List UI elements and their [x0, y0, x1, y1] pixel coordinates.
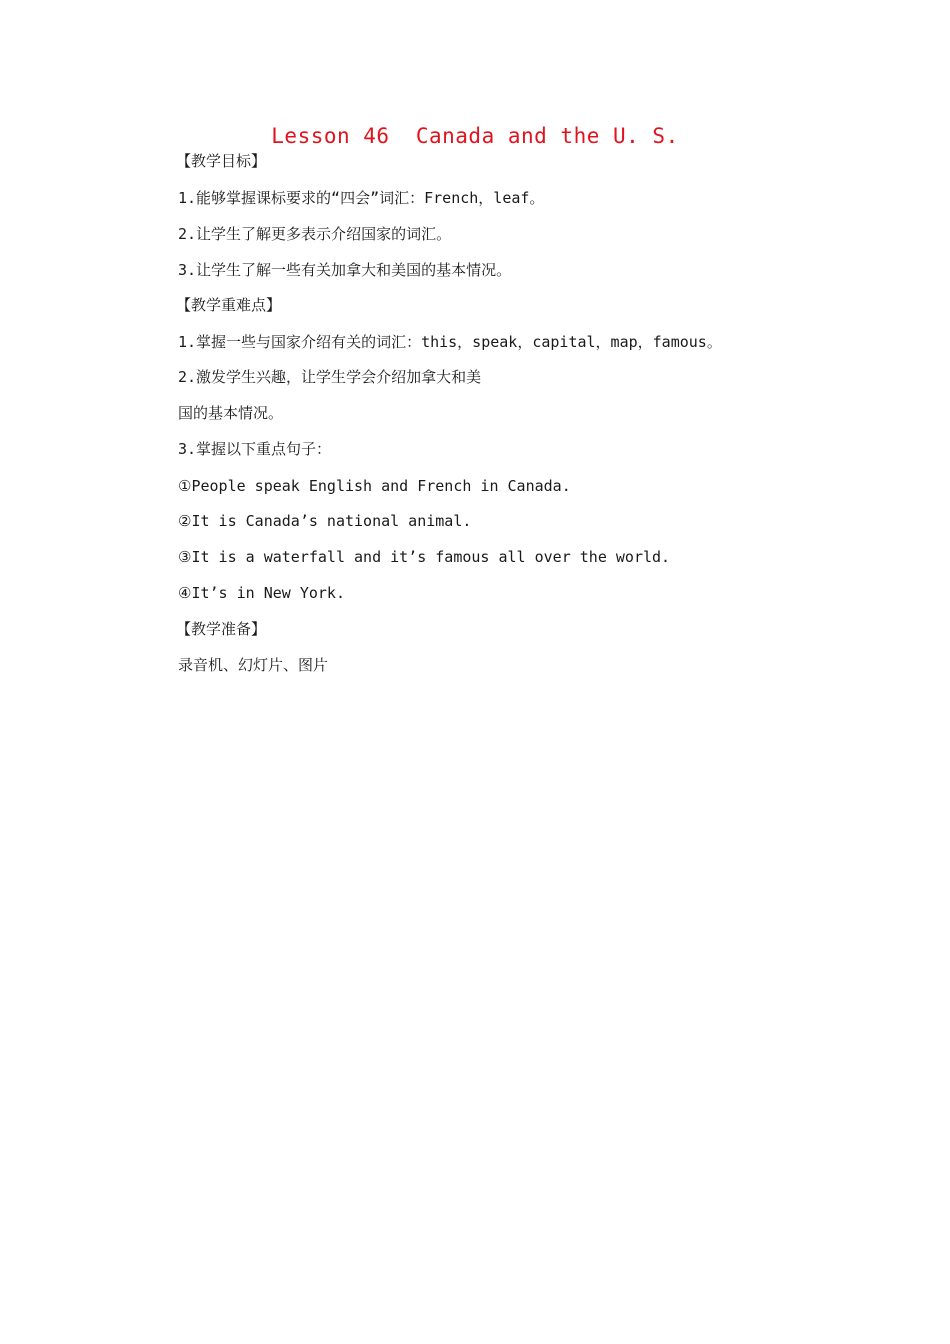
- key-sentence: ③It is a waterfall and it’s famous all over the world.: [178, 548, 671, 566]
- key-point-item: 3.掌握以下重点句子：: [178, 440, 332, 458]
- document-title: Lesson 46 Canada and the U. S.: [271, 124, 679, 148]
- objective-item: 1.能够掌握课标要求的“四会”词汇：French，leaf。: [178, 189, 545, 207]
- key-point-item: 国的基本情况。: [178, 404, 284, 422]
- key-sentence: ①People speak English and French in Canada.: [178, 477, 571, 495]
- key-points-heading: 【教学重难点】: [176, 296, 282, 314]
- objective-item: 2.让学生了解更多表示介绍国家的词汇。: [178, 225, 452, 243]
- key-point-item: 1.掌握一些与国家介绍有关的词汇：this，speak，capital，map，famous。: [178, 333, 722, 351]
- key-sentence: ④It’s in New York.: [178, 584, 345, 602]
- key-point-item: 2.激发学生兴趣，让学生学会介绍加拿大和美: [178, 368, 482, 386]
- preparation-heading: 【教学准备】: [176, 620, 267, 638]
- objectives-heading: 【教学目标】: [176, 152, 267, 170]
- preparation-text: 录音机、幻灯片、图片: [178, 656, 329, 674]
- objective-item: 3.让学生了解一些有关加拿大和美国的基本情况。: [178, 261, 512, 279]
- key-sentence: ②It is Canada’s national animal.: [178, 512, 472, 530]
